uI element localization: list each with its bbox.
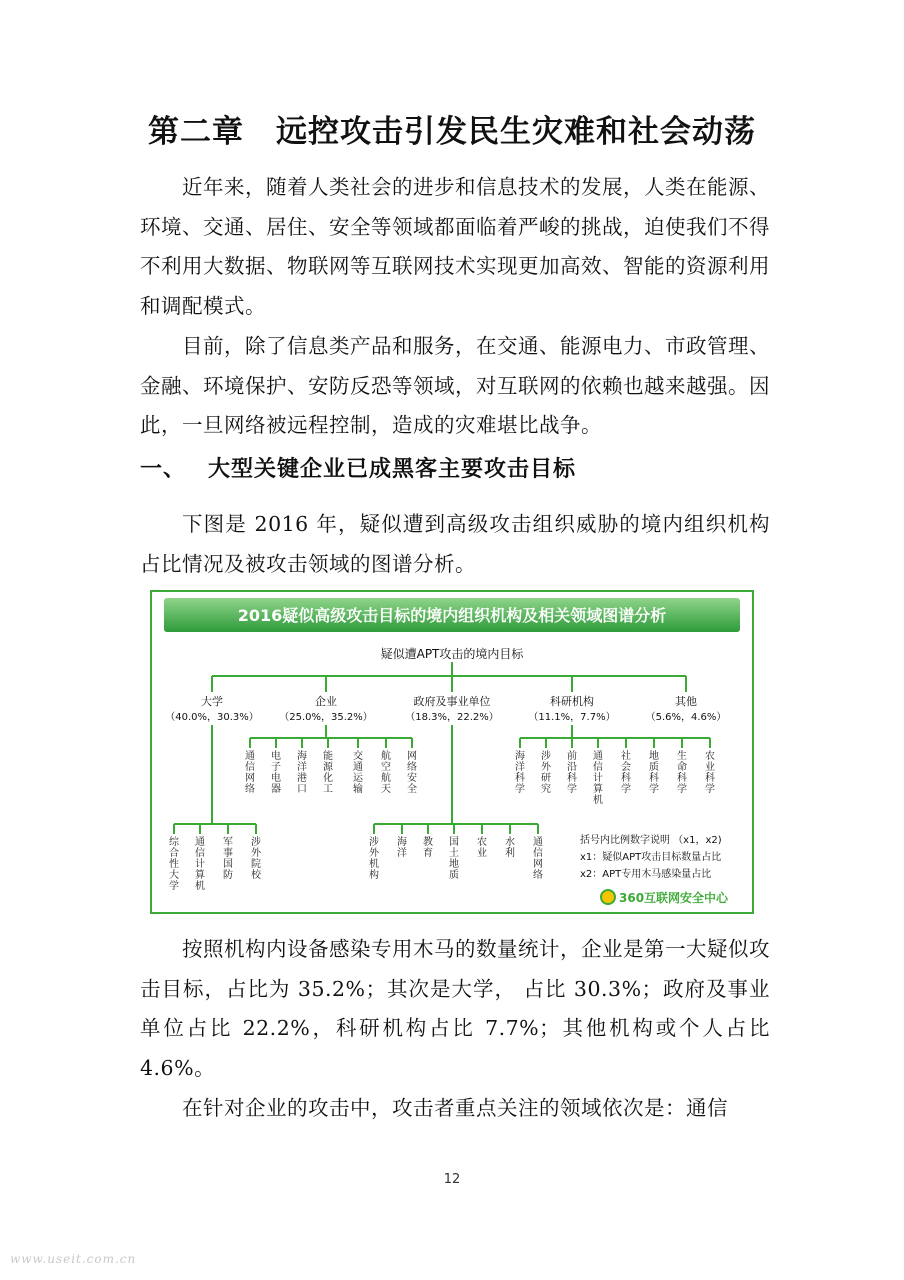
category-name: 大学 bbox=[201, 695, 223, 708]
category-ratio: （25.0%，35.2%） bbox=[279, 712, 373, 723]
watermark-text: www.useit.com.cn bbox=[10, 1252, 137, 1266]
category-ratio: （18.3%，22.2%） bbox=[405, 712, 499, 723]
body-paragraph-1: 近年来，随着人类社会的进步和信息技术的发展，人类在能源、环境、交通、居住、安全等领域都面临着严峻的挑战，迫使我们不得不利用大数据、物联网等互联网技术实现更加高效、智能的资源利用和调配模式。 bbox=[140, 175, 770, 318]
enterprise-field-label: 航空航天 bbox=[381, 751, 391, 795]
apt-target-tree-diagram bbox=[152, 592, 752, 912]
government-field-label: 海洋 bbox=[397, 837, 407, 859]
section-number: 一、 bbox=[140, 457, 187, 482]
body-paragraph-2: 目前，除了信息类产品和服务，在交通、能源电力、市政管理、金融、环境保护、安防反恐等领域，对互联网的依赖也越来越强。因此，一旦网络被远程控制，造成的灾难堪比战争。 bbox=[140, 334, 770, 437]
government-field-label: 涉外机构 bbox=[369, 837, 379, 881]
legend-title: 括号内比例数字说明 （x1，x2) bbox=[580, 835, 722, 846]
body-paragraph-4: 在针对企业的攻击中，攻击者重点关注的领域依次是：通信 bbox=[182, 1096, 728, 1120]
university-field-label: 涉外院校 bbox=[251, 837, 261, 881]
enterprise-field-label: 电子电器 bbox=[271, 751, 281, 795]
government-field-label: 教育 bbox=[423, 837, 433, 859]
category-name: 科研机构 bbox=[550, 695, 594, 708]
tree-structure bbox=[165, 646, 729, 905]
category-name: 政府及事业单位 bbox=[413, 695, 491, 708]
enterprise-field-label: 网络安全 bbox=[407, 751, 417, 795]
enterprise-field-label: 能源化工 bbox=[323, 751, 333, 795]
intro-paragraph: 下图是 2016 年，疑似遭到高级攻击组织威胁的境内组织机构占比情况及被攻击领域的图谱分析。 bbox=[140, 512, 770, 576]
government-field-label: 通信网络 bbox=[533, 837, 543, 881]
research-field-label: 地质科学 bbox=[649, 751, 659, 795]
logo-text: 360互联网安全中心 bbox=[619, 891, 729, 905]
chapter-title: 第二章 远控攻击引发民生灾难和社会动荡 bbox=[148, 114, 756, 150]
section-heading bbox=[140, 452, 576, 483]
category-ratio: （11.1%，7.7%） bbox=[528, 712, 616, 723]
section-heading-text: 大型关键企业已成黑客主要攻击目标 bbox=[208, 457, 577, 482]
enterprise-field-label: 通信网络 bbox=[245, 751, 255, 795]
university-field-label: 通信计算机 bbox=[195, 837, 205, 892]
page-number: 12 bbox=[443, 1172, 461, 1187]
research-field-label: 生命科学 bbox=[677, 751, 687, 795]
research-field-label: 前沿科学 bbox=[567, 751, 577, 795]
research-field-label: 社会科学 bbox=[621, 751, 631, 795]
legend-x1: x1：疑似APT攻击目标数量占比 bbox=[580, 852, 722, 863]
root-label: 疑似遭APT攻击的境内目标 bbox=[380, 647, 524, 661]
university-field-label: 综合性大学 bbox=[169, 837, 179, 892]
body-paragraph-3: 按照机构内设备感染专用木马的数量统计，企业是第一大疑似攻击目标，占比为 35.2%；其次是大学， 占比 30.3%；政府及事业单位占比 22.2%，科研机构占比 7.7%；其他机构或个人占比 4.6%。 bbox=[140, 937, 770, 1080]
enterprise-field-label: 交通运输 bbox=[353, 751, 363, 795]
research-field-label: 农业科学 bbox=[705, 751, 715, 795]
research-field-label: 通信计算机 bbox=[593, 751, 603, 806]
category-name: 其他 bbox=[675, 695, 697, 708]
government-field-label: 农业 bbox=[477, 837, 487, 859]
government-field-label: 水利 bbox=[505, 837, 515, 859]
enterprise-field-label: 海洋港口 bbox=[297, 751, 307, 795]
research-field-label: 海洋科学 bbox=[515, 751, 525, 795]
figure-banner-title: 2016疑似高级攻击目标的境内组织机构及相关领域图谱分析 bbox=[237, 606, 667, 625]
category-ratio: （5.6%，4.6%） bbox=[645, 712, 727, 723]
category-name: 企业 bbox=[315, 695, 337, 708]
university-field-label: 军事国防 bbox=[223, 837, 233, 881]
logo-icon bbox=[601, 890, 615, 904]
apt-target-figure bbox=[150, 590, 754, 914]
category-ratio: （40.0%，30.3%） bbox=[165, 712, 259, 723]
research-field-label: 涉外研究 bbox=[541, 751, 551, 795]
legend-x2: x2：APT专用木马感染量占比 bbox=[580, 869, 712, 880]
government-field-label: 国土地质 bbox=[449, 837, 459, 881]
